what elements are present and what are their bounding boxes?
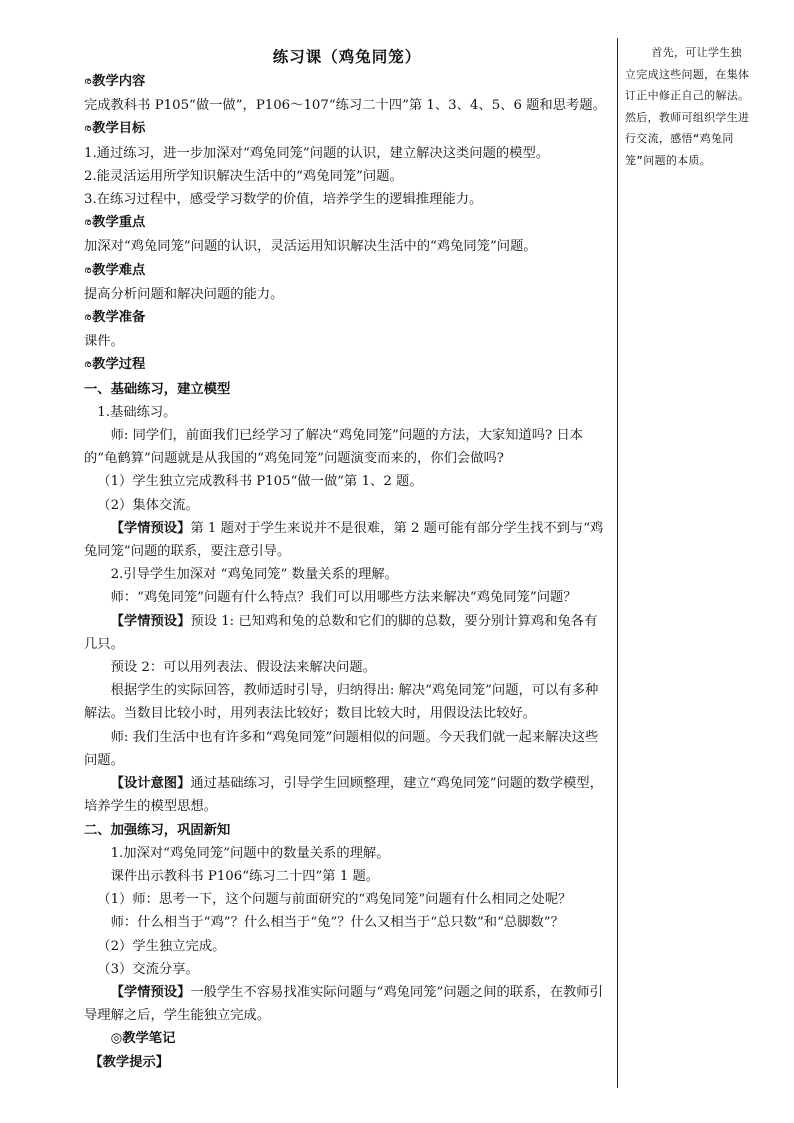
notes-heading [84,1027,610,1050]
paragraph: 师：什么相当于“鸡”？什么相当于“兔”？什么又相当于“总只数”和“总脚数”？ [110,915,564,931]
part1-heading: 一、基础练习，建立模型 [84,381,231,397]
paragraph: 预设 2：可以用列表法、假设法来解决问题。 [110,660,376,676]
section-mark-icon: ര [84,217,92,229]
section-heading-goals [84,117,610,141]
part2-heading: 二、加强练习，巩固新知 [84,822,231,838]
paragraph-text: 通过基础练习，引导学生回顾整理，建立“鸡兔同笼”问题的数学模型，培养学生的模型思想。 [84,776,603,815]
section-mark-icon: ര [84,264,92,276]
section-mark-icon: ര [84,76,92,87]
paragraph: （3）交流分享。 [97,961,199,977]
section-mark-icon: ര [84,359,92,371]
paragraph: 课件出示教科书 P106“练习二十四”第 1 题。 [110,868,380,884]
paragraph: （1）师：思考一下，这个问题与前面研究的“鸡兔同笼”问题有什么相同之处呢？ [97,892,572,908]
paragraph: 师: 同学们，前面我们已经学习了解决“鸡兔同笼”问题的方法，大家知道吗? 日本的“龟鹤算”问题就是从我国的“鸡兔同笼”问题演变而来的，你们会做吗? [84,428,584,467]
section-heading-text: 教学内容 [92,74,146,89]
paragraph [84,772,610,818]
design-tag: 【设计意图】 [110,776,191,792]
margin-divider [617,38,618,1088]
preset-tag: 【学情预设】 [110,520,191,536]
goal-item: 1.通过练习，进一步加深对“鸡兔同笼”问题的认识，建立解决这类问题的模型。 [84,145,550,161]
section-heading-difficulty [84,259,610,283]
section-heading-text: 教学过程 [92,357,146,373]
paragraph: 师: 我们生活中也有许多和“鸡兔同笼”问题相似的问题。今天我们就一起来解决这些问题。 [84,729,599,768]
paragraph: （1）学生独立完成教科书 P105“做一做”第 1、2 题。 [97,474,423,490]
section-heading-text: 教学准备 [92,310,146,326]
section-mark-icon: ര [84,312,92,324]
section-heading-text: 教学重点 [92,215,146,231]
section-heading-prep [84,306,610,330]
paragraph [84,517,610,563]
paragraph: （2）集体交流。 [97,497,199,513]
section-heading-key [84,211,610,235]
paragraph-text: 预设 1: 已知鸡和兔的总数和它们的脚的总数，要分别计算鸡和兔各有几只。 [84,613,598,652]
paragraph-text: 第 1 题对于学生来说并不是很难，第 2 题可能有部分学生找不到与“鸡兔同笼”问题的联系，要注意引导。 [84,520,604,560]
prep-text: 课件。 [84,334,124,350]
content-text: 完成教科书 P105“做一做”，P106～107“练习二十四”第 1、3、4、5、6 题和思考题。 [84,98,606,114]
main-column [84,44,610,1074]
paragraph-text: 一般学生不容易找准实际问题与“鸡兔同笼”问题之间的联系，在教师引导理解之后，学生能独立完成。 [84,984,603,1024]
section-mark-icon: ര [84,123,92,135]
paragraph [84,610,610,656]
key-text: 加深对“鸡兔同笼”问题的认识，灵活运用知识解决生活中的“鸡兔同笼”问题。 [84,239,537,255]
difficulty-text: 提高分析问题和解决问题的能力。 [84,286,284,302]
section-heading-text: 教学难点 [92,262,146,278]
section-heading-content [84,70,610,94]
preset-tag: 【学情预设】 [110,613,191,629]
paragraph [84,981,610,1027]
notes-mark-icon: ◎ [110,1031,123,1047]
paragraph: 1.加深对“鸡兔同笼”问题中的数量关系的理解。 [110,845,390,861]
side-note-text: 首先，可让学生独立完成这些问题，在集体订正中修正自己的解法。然后，教师可组织学生进行交流，感悟“鸡兔同笼”问题的本质。 [625,46,750,167]
goal-item: 3.在练习过程中，感受学习数学的价值，培养学生的逻辑推理能力。 [84,192,483,208]
goal-item: 2.能灵活运用所学知识解决生活中的“鸡兔同笼”问题。 [84,168,403,184]
page-title: 练习课（鸡兔同笼） [272,47,422,66]
section-heading-text: 教学目标 [92,121,146,137]
paragraph: 1.基础练习。 [97,404,177,420]
paragraph: 师：“鸡兔同笼”问题有什么特点？我们可以用哪些方法来解决“鸡兔同笼”问题？ [110,590,577,606]
section-heading-process [84,353,610,377]
paragraph: 2.引导学生加深对 “鸡兔同笼” 数量关系的理解。 [110,567,398,583]
paragraph: （2）学生独立完成。 [97,938,226,954]
notes-heading-text: 教学笔记 [122,1031,176,1047]
paragraph: 根据学生的实际回答，教师适时引导，归纳得出: 解决“鸡兔同笼”问题，可以有多种解法。当数目比较小时，用列表法比较好；数目比较大时，用假设法比较好。 [84,683,599,722]
tips-heading: 【教学提示】 [89,1054,170,1070]
preset-tag: 【学情预设】 [110,984,191,1000]
side-note [625,42,753,171]
